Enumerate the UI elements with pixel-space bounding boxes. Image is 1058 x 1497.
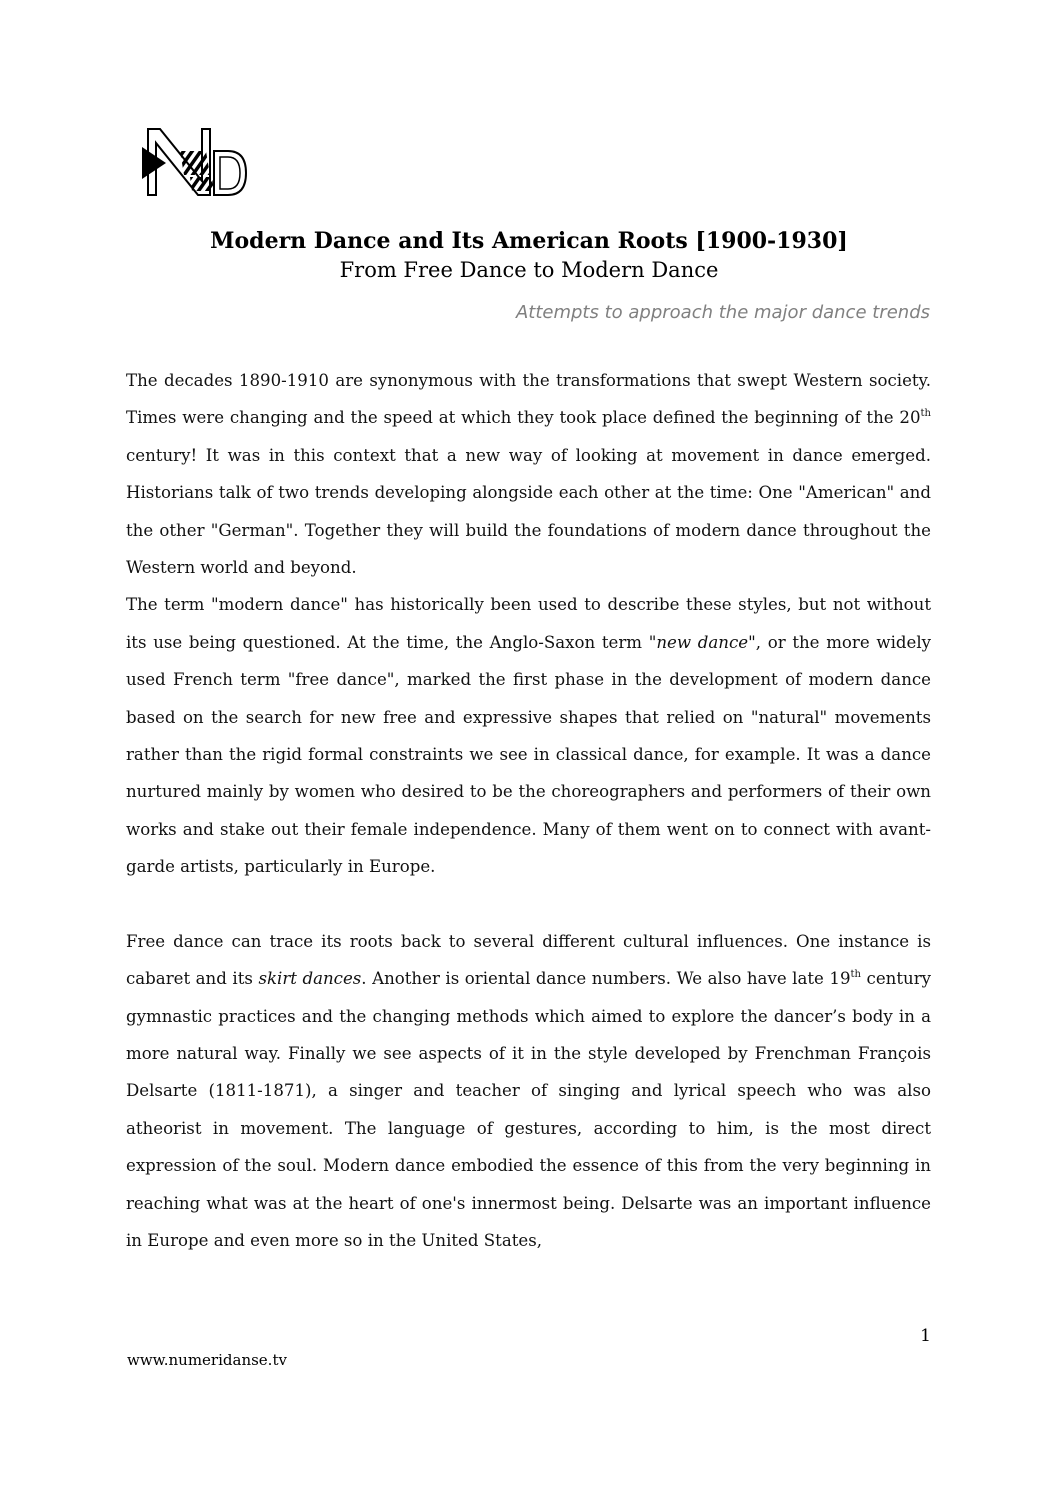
document-subtitle: From Free Dance to Modern Dance — [339, 258, 719, 282]
paragraph-2-text-b: ", or the more widely used French term "free dance", marked the first phase in the development of modern dance based on the search for new free and expressive shapes that relied on "natural" movements rather than the rigid formal constraints we see in classical dance, for example. It was a dance nurtured mainly by women who desired to be the choreographers and performers of their own works and stake out their female independence. Many of them went on to connect with avant-garde artists, particularly in Europe. — [126, 632, 931, 877]
paragraph-1-text-b: century! It was in this context that a new way of looking at movement in dance emerged. Historians talk of two trends developing alongside each other at the time: One "American" and the other "German". Together they will build the foundations of modern dance throughout the Western world and beyond. — [126, 445, 931, 578]
ordinal-superscript: th — [920, 408, 931, 420]
paragraph-3-text-a: Free dance can trace its roots back to several different cultural influences. One instance is cabaret and its — [126, 931, 931, 989]
paragraph-3-text-c: century gymnastic practices and the changing methods which aimed to explore the dancer’s body in a more natural way. Finally we see aspects of it in the style developed by Frenchman François Delsarte (1811-1871), a singer and teacher of singing and lyrical speech who was also atheorist in movement. The language of gestures, according to him, is the most direct expression of the soul. Modern dance embodied the essence of this from the very beginning in reaching what was at the heart of one's innermost being. Delsarte was an important influence in Europe and even more so in the United States, — [126, 969, 931, 1250]
document-tagline: Attempts to approach the major dance trends — [515, 302, 930, 323]
numeridanse-logo — [140, 125, 250, 200]
body-text — [126, 362, 931, 1259]
page-number: 1 — [920, 1326, 931, 1346]
ordinal-superscript: th — [850, 969, 861, 981]
italic-term: new dance — [656, 632, 749, 652]
italic-term: skirt dances — [258, 969, 362, 989]
footer-url: www.numeridanse.tv — [127, 1351, 287, 1369]
document-title: Modern Dance and Its American Roots [1900-1930] — [210, 228, 848, 254]
paragraph-1-text-a: The decades 1890-1910 are synonymous with the transformations that swept Western society. Times were changing and the speed at which they took place defined the beginning of the 20 — [126, 371, 931, 428]
paragraph-2 — [126, 586, 931, 885]
paragraph-3-text-b: . Another is oriental dance numbers. We also have late 19 — [361, 969, 851, 989]
paragraph-2-text-a: The term "modern dance" has historically been used to describe these styles, but not without its use being questioned. At the time, the Anglo-Saxon term " — [126, 595, 931, 652]
paragraph-3 — [126, 923, 931, 1260]
paragraph-1 — [126, 362, 931, 586]
